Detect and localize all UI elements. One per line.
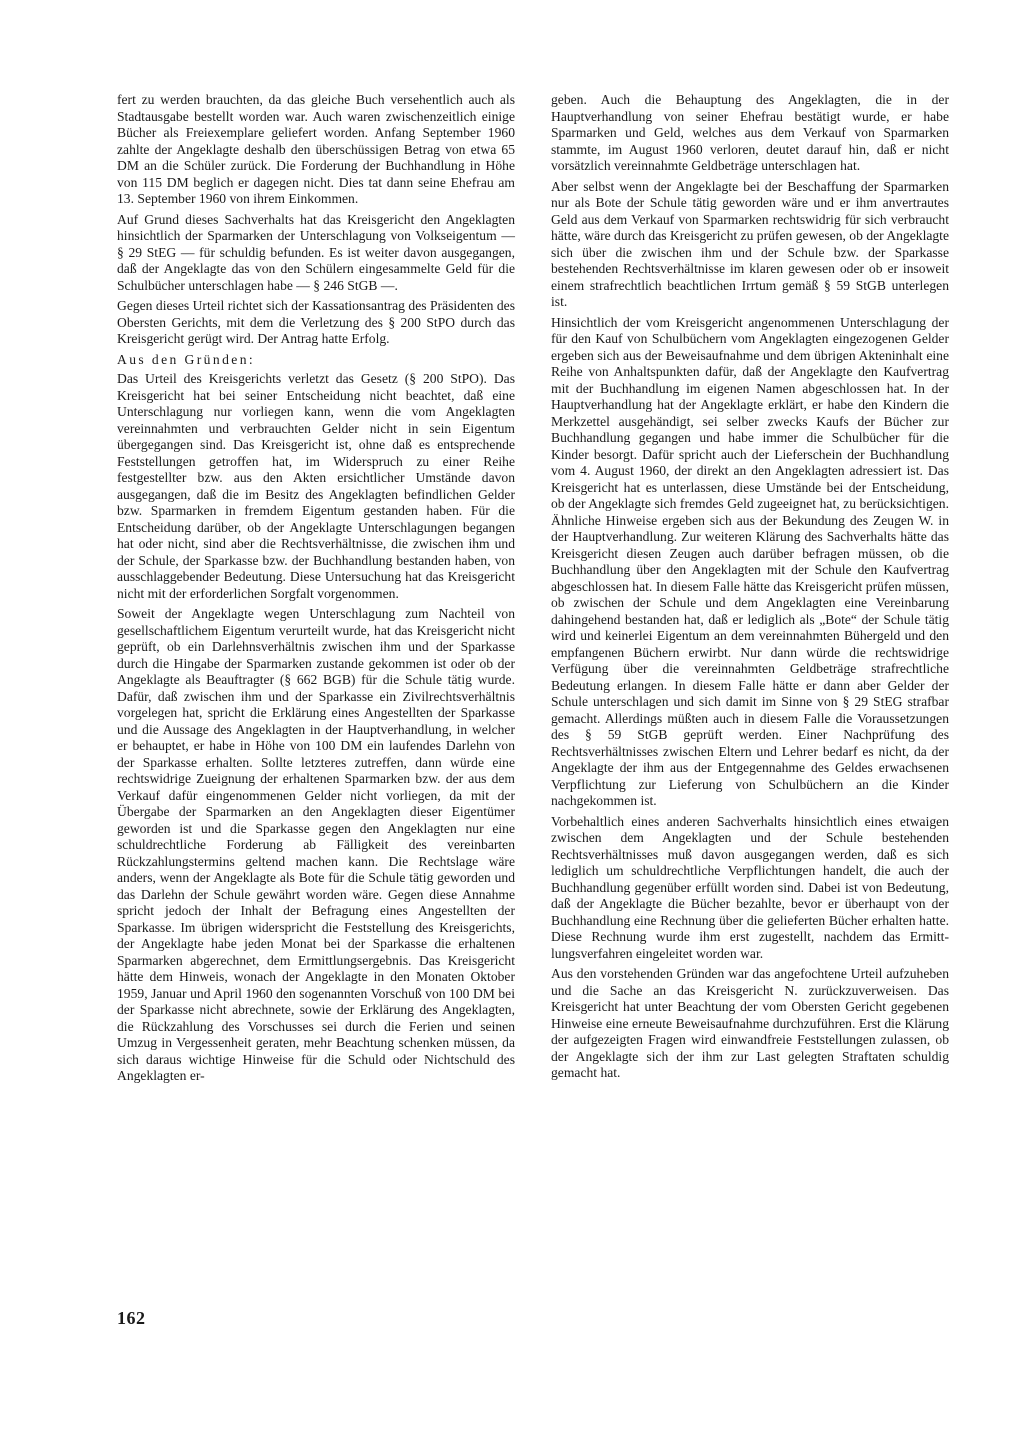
right-paragraph-4: Vorbehaltlich eines anderen Sachverhalts hinsichtlich eines etwaigen zwischen dem Angeklagten und der Schule bestehenden Rechtsverhältnisses muß davon ausgegangen werden, daß es sich lediglich um schuldrechtliche Verpflichtungen handelt, die auch der Buchhandlung gegenüber erfüllt worden sind. Dabei ist von Bedeutung, daß der Angeklagte die Bücher bezahlte, bevor er überhaupt von der Buchhandlung eine Rechnung über die gelieferten Bücher erhalten hatte. Diese Rechnung wurde ihm erst zugestellt, nachdem das Ermittlungsverfahren eingeleitet worden war. <box>551 813 949 961</box>
left-column <box>117 92 515 1089</box>
right-paragraph-3: Hinsichtlich der vom Kreisgericht angenommenen Unterschlagung der für den Kauf von Schulbüchern vom Angeklagten eingezogenen Gelder ergeben sich aus der Beweisaufnahme und dem übrigen Akteninhalt eine Reihe von Anhaltspunkten dafür, daß der Angeklagte den Kaufvertrag mit der Buchhandlung im eigenen Namen abgeschlossen hat. In der Hauptverhandlung hat der Angeklagte erklärt, er habe den Kindern die Merkzettel ausgehändigt, sei selber zwecks Kaufs der Bücher zur Buchhandlung gegangen und habe immer die Schulbücher für die Kinder besorgt. Dafür spricht auch der Lieferschein der Buchhandlung vom 4. August 1960, der direkt an den Angeklagten adressiert ist. Das Kreisgericht hat es unterlassen, diese Umstände bei der Entscheidung, ob der Angeklagte sich fremdes Geld zugeeignet hat, zu berücksichtigen. Ähnliche Hinweise ergeben sich aus der Bekundung des Zeugen W. in der Hauptverhandlung. Zur weiteren Klärung des Sachverhalts hätte das Kreisgericht diesen Zeugen auch darüber befragen müssen, ob die Buchhandlung über den Angeklagten mit der Schule den Kaufvertrag abgeschlossen hat. In diesem Falle hätte das Kreisgericht prüfen müssen, ob zwischen der Schule und dem Angeklagten eine Vereinbarung dahingehend bestanden hat, daß er lediglich als „Bote“ der Schule tätig wird und keinerlei Eigentum an dem vereinnahmten Bühergeld und den empfangenen Büchern erwirbt. Nur dann würde die rechtswidrige Verfügung über die vereinnahmten Geldbeträge strafrechtliche Bedeutung erlangen. In diesem Falle hätte er dann aber Gelder der Schule unterschlagen und sich damit im Sinne von § 29 StEG strafbar gemacht. Allerdings müßten auch in diesem Falle die Voraussetzungen des § 59 StGB geprüft werden. Einer Nachprüfung des Rechtsverhältnisses zwischen Eltern und Lehrer bedarf es nicht, da der Angeklagte der ihm aus der Entgegennahme des Geldes erwachsenen Verpflichtung zur Lieferung von Schulbüchern an die Kinder nachgekommen ist. <box>551 314 949 808</box>
section-heading: Aus den Gründen: <box>117 351 256 367</box>
right-paragraph-2: Aber selbst wenn der Angeklagte bei der Beschaffung der Sparmarken nur als Bote der Schule tätig geworden wäre und er ihm anvertrautes Geld aus dem Verkauf von Sparmarken rechtswidrig für sich verbraucht hätte, wäre durch das Kreisgericht zu prüfen gewesen, ob der Angeklagte sich über die zwischen ihm und der Schule bzw. der Sparkasse bestehenden Rechtsverhältnisse im klaren gewesen oder ob er insoweit einem strafrechtlich beachtlichen Irrtum gemäß § 59 StGB unterlegen ist. <box>551 178 949 309</box>
right-paragraph-5: Aus den vorstehenden Gründen war das angefochtene Urteil aufzuheben und die Sache an das Kreisgericht N. zurückzuverweisen. Das Kreisgericht hat unter Beachtung der vom Obersten Gericht gegebenen Hinweise eine erneute Beweisaufnahme durchzuführen. Erst die Klärung der aufgezeigten Fragen wird einwandfreie Feststellungen zulassen, ob der Angeklagte sich der ihm zur Last gelegten Straftaten schuldig gemacht hat. <box>551 966 949 1080</box>
left-paragraph-5: Soweit der Angeklagte wegen Unterschlagung zum Nachteil von gesellschaftlichem Eigentum verurteilt wurde, hat das Kreisgericht nicht geprüft, ob ein Darlehnsverhältnis zwischen ihm und der Sparkasse durch die Hingabe der Sparmarken zustande gekommen ist oder ob der Angeklagte als Beauftragter (§ 662 BGB) für die Schule tätig wurde. Dafür, daß zwischen ihm und der Sparkasse ein Zivilrechtsverhältnis vorgelegen hat, spricht die Erklärung eines Angestellten der Sparkasse und die Aussage des Angeklagten in der Hauptverhandlung, in welcher er behauptet, er habe in Höhe von 100 DM ein laufendes Darlehn von der Sparkasse erhalten. Sollte letzteres zutreffen, dann würde eine rechtswidrige Zueignung der erhaltenen Sparmarken bzw. der aus dem Verkauf dafür eingenommenen Gelder nicht vorliegen, da mit der Übergabe der Sparmarken an den Angeklagten dieser Eigentümer geworden ist und die Sparkasse gegen den Angeklagten nur eine schuldrechtliche Forderung ab Fälligkeit des vereinbarten Rückzahlungstermins geltend machen kann. Die Rechtslage wäre anders, wenn der Angeklagte als Bote für die Schule tätig geworden und das Darlehn der Schule gewährt worden wäre. Gegen diese Annahme spricht jedoch der Inhalt der Befragung eines Angestellten der Sparkasse. Im übrigen widerspricht die Feststellung des Kreisgerichts, der Angeklagte habe jeden Monat bei der Sparkasse die erhaltenen Sparmarken abgerechnet, dem Ermittlungsergebnis. Das Kreisgericht hätte dem Hinweis, wonach der Angeklagte in den Monaten Oktober 1959, Januar und April 1960 den sogenannten Vorschuß von 100 DM bei der Sparkasse nicht abrechnete, sowie der Erklärung des Angeklagten, die Rückzahlung des Vorschusses sei durch die Ferien und seinen Umzug in Vergessenheit geraten, mehr Beachtung schenken müssen, da sich daraus wichtige Hinweise für die Schuld oder Nichtschuld des Angeklagten er- <box>117 606 515 1083</box>
left-paragraph-3: Gegen dieses Urteil richtet sich der Kassationsantrag des Präsidenten des Obersten Gerichts, mit dem die Verletzung des § 200 StPO durch das Kreisgericht gerügt wird. Der Antrag hatte Erfolg. <box>117 298 515 346</box>
page-number: 162 <box>117 1308 146 1328</box>
left-paragraph-2: Auf Grund dieses Sachverhalts hat das Kreisgericht den Angeklagten hinsichtlich der Sparmarken der Unterschlagung von Volkseigentum — § 29 StEG — für schuldig befunden. Es ist weiter davon ausgegangen, daß der Angeklagte das von den Schülern eingesammelte Geld für die Schulbücher unterschlagen habe — § 246 StGB —. <box>117 211 515 293</box>
right-paragraph-1: geben. Auch die Behauptung des Angeklagten, die in der Hauptverhandlung von seiner Ehefrau bestätigt wurde, er habe Sparmarken und Geld, welches aus dem Verkauf von Sparmarken stammte, im August 1960 verloren, deutet darauf hin, daß er nicht vorsätzlich vereinnahmte Geldbeträge unterschlagen hat. <box>551 92 949 173</box>
right-column <box>551 92 949 1086</box>
left-paragraph-4: Das Urteil des Kreisgerichts verletzt das Gesetz (§ 200 StPO). Das Kreisgericht hat bei seiner Entscheidung nicht beachtet, daß eine Unterschlagung nur vorliegen kann, wenn die vom Angeklagten vereinnahmten und verbrauchten Gelder nicht in sein Eigentum übergegangen sind. Das Kreisgericht ist, ohne daß es entsprechende Feststellungen getroffen hat, im Widerspruch zu einer Reihe festgestellter bzw. aus den Akten ersichtlicher Umstände davon ausgegangen, daß die im Besitz des Angeklagten befindlichen Gelder bzw. Sparmarken in fremdem Eigentum gestanden haben. Für die Entscheidung darüber, ob der Angeklagte Unterschlagungen begangen hat oder nicht, sind aber die Rechtsverhältnisse, die zwischen ihm und der Schule, der Sparkasse bzw. der Buchhandlung bestanden haben, von ausschlaggebender Bedeutung. Diese Untersuchung hat das Kreisgericht nicht mit der erforderlichen Sorgfalt vorgenommen. <box>117 371 515 601</box>
left-paragraph-1: fert zu werden brauchten, da das gleiche Buch versehentlich auch als Stadtausgabe bestellt worden war. Auch waren zwischenzeitlich einige Bücher als Freiexemplare geliefert worden. Anfang September 1960 zahlte der Angeklagte deshalb den überschüssigen Betrag von etwa 65 DM an die Schüler zurück. Die Forderung der Buchhandlung in Höhe von 115 DM beglich er dagegen nicht. Dies tat dann seine Ehefrau am 13. September 1960 von ihrem Einkommen. <box>117 92 515 206</box>
